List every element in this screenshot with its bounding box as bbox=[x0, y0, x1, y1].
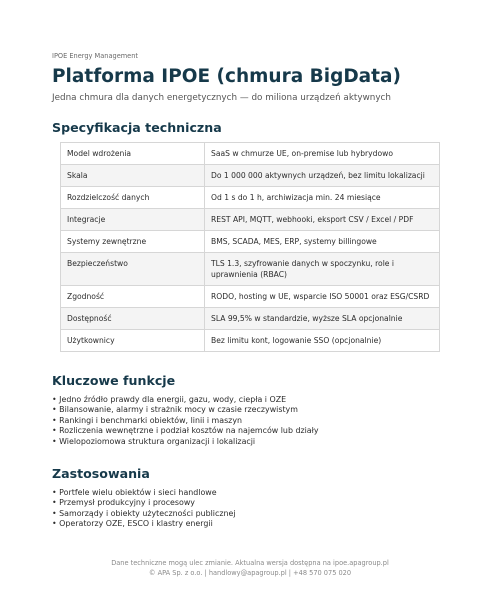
spec-value: Bez limitu kont, logowanie SSO (opcjonalnie) bbox=[205, 330, 440, 352]
features-list bbox=[52, 395, 319, 447]
spec-key: Skala bbox=[61, 165, 205, 187]
table-row bbox=[61, 253, 440, 286]
list-item: • Samorządy i obiekty użyteczności publicznej bbox=[52, 509, 236, 519]
spec-value: Do 1 000 000 aktywnych urządzeń, bez limitu lokalizacji bbox=[205, 165, 440, 187]
list-item: • Portfele wielu obiektów i sieci handlowe bbox=[52, 488, 236, 498]
spec-table bbox=[60, 142, 440, 352]
spec-key: Zgodność bbox=[61, 286, 205, 308]
page-title: Platforma IPOE (chmura BigData) bbox=[52, 66, 401, 87]
applications-list bbox=[52, 488, 236, 530]
features-heading: Kluczowe funkcje bbox=[52, 373, 176, 388]
spec-key: Systemy zewnętrzne bbox=[61, 231, 205, 253]
spec-key: Model wdrożenia bbox=[61, 143, 205, 165]
list-item: • Jedno źródło prawdy dla energii, gazu, wody, ciepła i OZE bbox=[52, 395, 319, 405]
list-item: • Bilansowanie, alarmy i strażnik mocy w czasie rzeczywistym bbox=[52, 405, 319, 415]
table-row bbox=[61, 143, 440, 165]
spec-value: SLA 99,5% w standardzie, wyższe SLA opcjonalnie bbox=[205, 308, 440, 330]
spec-key: Bezpieczeństwo bbox=[61, 253, 205, 286]
spec-key: Integracje bbox=[61, 209, 205, 231]
table-row bbox=[61, 165, 440, 187]
spec-value: TLS 1.3, szyfrowanie danych w spoczynku, role i uprawnienia (RBAC) bbox=[205, 253, 440, 286]
page-subtitle: Jedna chmura dla danych energetycznych — do miliona urządzeń aktywnych bbox=[52, 93, 391, 103]
list-item: • Operatorzy OZE, ESCO i klastry energii bbox=[52, 519, 236, 529]
spec-key: Dostępność bbox=[61, 308, 205, 330]
table-row bbox=[61, 330, 440, 352]
list-item: • Rozliczenia wewnętrzne i podział kosztów na najemców lub działy bbox=[52, 426, 319, 436]
brand-label: IPOE Energy Management bbox=[52, 52, 138, 60]
spec-key: Rozdzielczość danych bbox=[61, 187, 205, 209]
spec-heading: Specyfikacja techniczna bbox=[52, 120, 222, 135]
spec-value: SaaS w chmurze UE, on-premise lub hybrydowo bbox=[205, 143, 440, 165]
spec-value: RODO, hosting w UE, wsparcie ISO 50001 oraz ESG/CSRD bbox=[205, 286, 440, 308]
table-row bbox=[61, 209, 440, 231]
list-item: • Przemysł produkcyjny i procesowy bbox=[52, 498, 236, 508]
footer-disclaimer: Dane techniczne mogą ulec zmianie. Aktualna wersja dostępna na ipoe.apagroup.pl bbox=[111, 559, 389, 567]
footer-contact: © APA Sp. z o.o. | handlowy@apagroup.pl | +48 570 075 020 bbox=[148, 569, 352, 577]
table-row bbox=[61, 231, 440, 253]
spec-value: Od 1 s do 1 h, archiwizacja min. 24 miesiące bbox=[205, 187, 440, 209]
list-item: • Rankingi i benchmarki obiektów, linii i maszyn bbox=[52, 416, 319, 426]
spec-key: Użytkownicy bbox=[61, 330, 205, 352]
table-row bbox=[61, 308, 440, 330]
spec-value: REST API, MQTT, webhooki, eksport CSV / Excel / PDF bbox=[205, 209, 440, 231]
list-item: • Wielopoziomowa struktura organizacji i lokalizacji bbox=[52, 437, 319, 447]
applications-heading: Zastosowania bbox=[52, 466, 150, 481]
spec-value: BMS, SCADA, MES, ERP, systemy billingowe bbox=[205, 231, 440, 253]
table-row bbox=[61, 187, 440, 209]
table-row bbox=[61, 286, 440, 308]
